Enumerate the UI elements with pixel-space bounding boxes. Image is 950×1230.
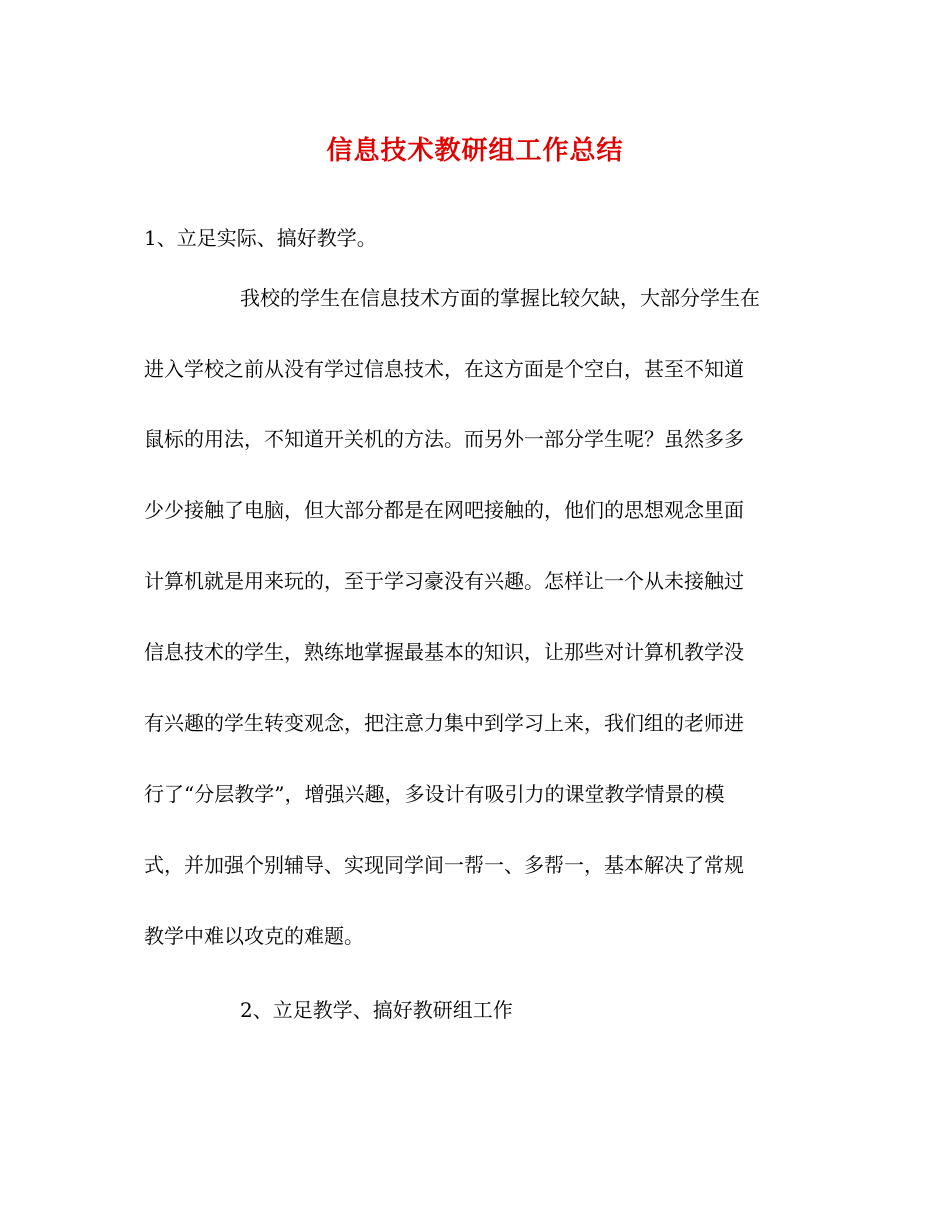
paragraph-line: 计算机就是用来玩的，至于学习豪没有兴趣。怎样让一个从未接触过 (144, 569, 744, 593)
document-title: 信息技术教研组工作总结 (326, 136, 624, 166)
paragraph-line: 信息技术的学生，熟练地掌握最基本的知识，让那些对计算机教学没 (144, 640, 744, 664)
section-1-heading: 1、立足实际、搞好教学。 (144, 226, 377, 250)
paragraph-line: 式，并加强个别辅导、实现同学间一帮一、多帮一，基本解决了常规 (144, 853, 744, 877)
paragraph-line: 有兴趣的学生转变观念，把注意力集中到学习上来，我们组的老师进 (144, 711, 744, 735)
paragraph-line: 教学中难以攻克的难题。 (144, 924, 364, 948)
paragraph-line: 行了“分层教学”，增强兴趣，多设计有吸引力的课堂教学情景的模 (144, 782, 725, 806)
paragraph-line: 我校的学生在信息技术方面的掌握比较欠缺，大部分学生在 (240, 286, 760, 310)
section-2-heading: 2、立足教学、搞好教研组工作 (240, 998, 513, 1022)
paragraph-line: 少少接触了电脑，但大部分都是在网吧接触的，他们的思想观念里面 (144, 498, 744, 522)
paragraph-line: 进入学校之前从没有学过信息技术，在这方面是个空白，甚至不知道 (144, 357, 744, 381)
paragraph-line: 鼠标的用法，不知道开关机的方法。而另外一部分学生呢？虽然多多 (144, 427, 744, 451)
